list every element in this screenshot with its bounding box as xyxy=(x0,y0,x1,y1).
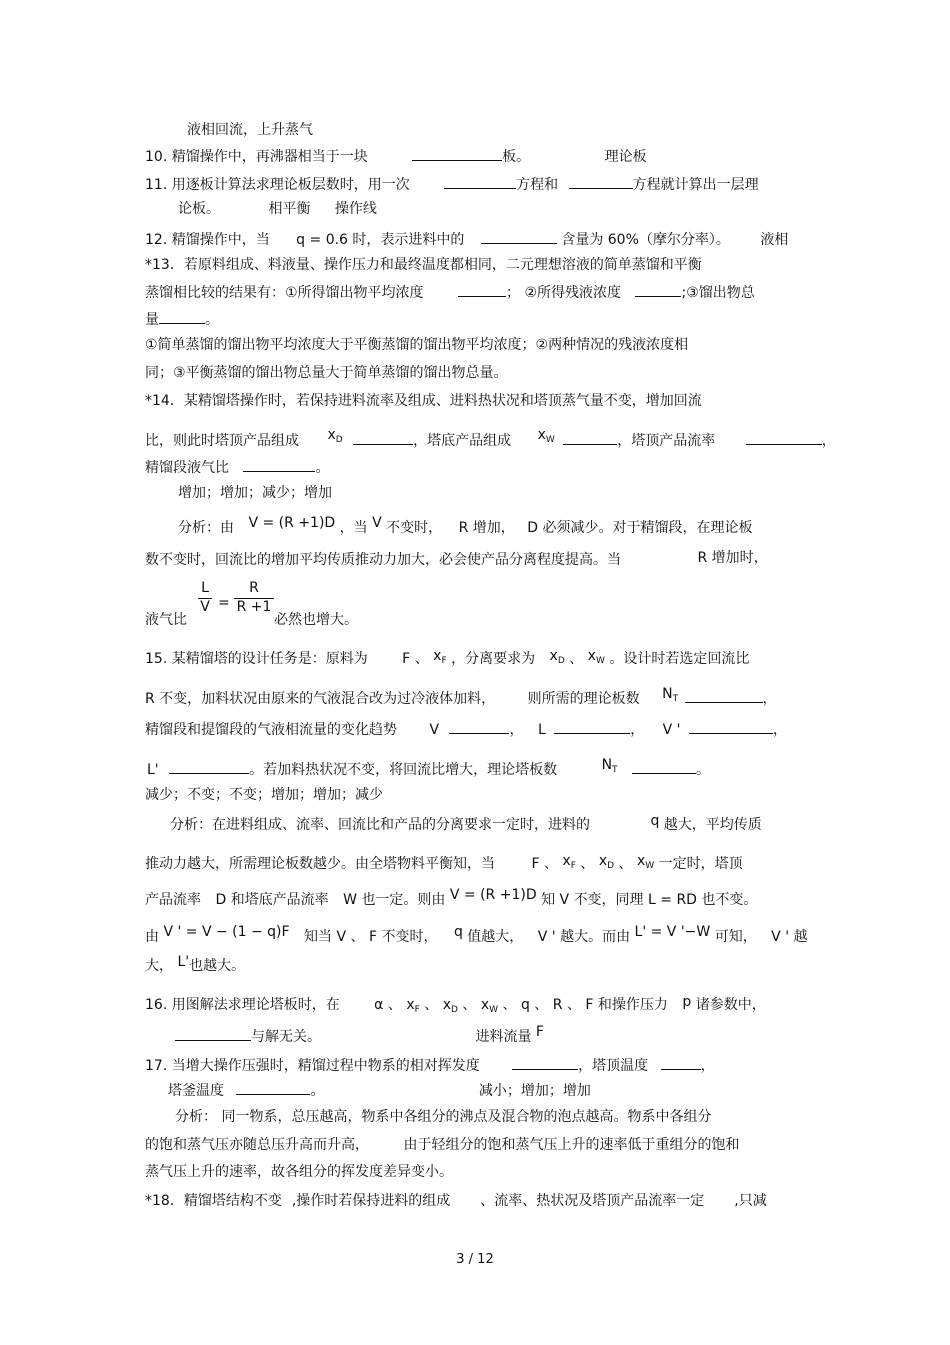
q13-line-2 xyxy=(145,283,755,302)
q11-text: 11. 用逐板计算法求理论板层数时，用一次 xyxy=(145,177,410,193)
question-16-cont: 与解无关。 进料流量 F xyxy=(175,1027,544,1046)
NT-symbol: $N_T$ xyxy=(601,757,618,775)
blank xyxy=(175,1027,251,1041)
q14-analysis-2 xyxy=(145,551,768,569)
q13-line-3 xyxy=(145,310,219,329)
q13-answer-1: ①简单蒸馏的馏出物平均浓度大于平衡蒸馏的馏出物平均浓度；②两种情况的残液浓度相 xyxy=(145,337,689,353)
q14-answer: 增加；增加；减少；增加 xyxy=(178,485,332,501)
q14-text-d: 精馏段液气比 xyxy=(145,460,229,476)
q14-analysis-text: D 必须减少。对于精馏段，在理论板 xyxy=(527,520,753,536)
q10-text-b: 板。 xyxy=(502,149,531,165)
q14-line-3 xyxy=(145,458,329,477)
q11-text-b: 方程和 xyxy=(516,177,559,193)
q15-analysis-2: 推动力越大，所需理论板数越少。由全塔物料平衡知，当 F 、 $x_F$ 、 $x_D$ 、 $x_W$ 一定时，塔顶 xyxy=(145,853,743,872)
q11-text-c: 方程就计算出一层理 xyxy=(632,177,759,193)
q11-answer-1: 相平衡 xyxy=(268,201,311,217)
xD-symbol: $x_D$ xyxy=(549,648,565,666)
blank xyxy=(236,1081,310,1095)
blank xyxy=(243,458,315,472)
q13-text-b: ； ②所得残液浓度 xyxy=(506,285,622,301)
blank xyxy=(449,720,509,734)
q10-answer: 理论板 xyxy=(604,149,647,165)
equation-v: V = (R +1)D xyxy=(248,515,336,531)
NT-symbol: $N_T$ xyxy=(662,686,679,704)
blank xyxy=(635,283,681,297)
q14-analysis-text: 液气比 xyxy=(145,612,187,628)
equals: = xyxy=(218,595,230,611)
q16-answer: 进料流量 xyxy=(475,1029,532,1045)
fraction-R: R R +1 xyxy=(234,580,274,615)
q12-answer: 液相 xyxy=(760,232,789,248)
q13-text-e: 。 xyxy=(205,312,219,328)
q14-analysis-1 xyxy=(178,515,753,537)
q12-text-b: 时，表示进料中的 xyxy=(352,232,465,248)
q15-analysis-4: 由 V ' = V − (1 − q)F 知当 V 、 F 不变时， q 值越大， V ' 越大。而由 L' = V '−W 可知， V ' 越 xyxy=(145,924,808,945)
q14-line-1: *14．某精馏塔操作时，若保持进料流率及组成、进料热状况和塔顶蒸气量不变，增加回流 xyxy=(145,393,702,409)
blank xyxy=(512,1056,578,1070)
blank xyxy=(169,760,249,774)
q15-text: 15. 某精馏塔的设计任务是：原料为 xyxy=(145,651,368,667)
question-12 xyxy=(145,230,788,249)
q14-analysis-text: R 增加， xyxy=(458,520,515,536)
q14-analysis-text: 分析：由 xyxy=(178,520,234,536)
q14-text-c: ，塔顶产品流率 xyxy=(617,433,716,449)
q17-analysis-1: 分析： 同一物系，总压越高，物系中各组分的沸点及混合物的泡点越高。物系中各组分 xyxy=(175,1109,712,1125)
blank xyxy=(746,431,822,445)
xD-symbol: $x_D$ xyxy=(327,427,343,445)
q15-analysis-3: 产品流率 D 和塔底产品流率 W 也一定。则由 V = (R +1)D 知 V 不变，同理 L = RD 也不变。 xyxy=(145,887,758,908)
blank xyxy=(569,175,633,189)
q15-text: 精馏段和提馏段的气液相流量的变化趋势 xyxy=(145,722,397,738)
q15-text: 。设计时若选定回流比 xyxy=(609,651,750,667)
question-17-cont: 塔釜温度 。 减小；增加；增加 xyxy=(168,1083,591,1099)
q13-text-d: 量 xyxy=(145,312,159,328)
q17-answer: 减小；增加；增加 xyxy=(478,1083,591,1099)
q14-analysis-text: 不变时， xyxy=(386,520,443,536)
xW-symbol: $x_W$ xyxy=(537,427,555,445)
blank xyxy=(689,720,773,734)
q11-text-d: 论板。 xyxy=(178,201,220,217)
question-17: 17. 当增大操作压强时，精馏过程中物系的相对挥发度 ，塔顶温度 ， xyxy=(145,1058,715,1074)
q15-analysis-5: 大， L'也越大。 xyxy=(145,954,246,974)
xF-symbol: $x_F$ xyxy=(433,648,447,666)
question-16: 16. 用图解法求理论塔板时，在 α 、 $x_F$ 、 $x_D$ 、 $x_W$ 、 q 、 R 、 F 和操作压力 p 诸参数中， xyxy=(145,994,766,1015)
blank xyxy=(481,230,557,244)
q14-analysis-text: 数不变时，回流比的增加平均传质推动力加大，必会使产品分离程度提高。当 xyxy=(145,552,621,568)
blank xyxy=(353,431,413,445)
question-18: *18．精馏塔结构不变 ,操作时若保持进料的组成 、流率、热状况及塔顶产品流率一定 ,只减 xyxy=(145,1193,767,1209)
blank xyxy=(632,760,696,774)
q15-text: 则所需的理论板数 xyxy=(527,691,640,707)
xW-symbol: $x_W$ xyxy=(587,648,605,666)
q13-text-c: ;③馏出物总 xyxy=(681,285,755,301)
fraction-LV: L V xyxy=(198,580,212,615)
q15-text: ，分离要求为 xyxy=(451,651,536,667)
q14-text-e: 。 xyxy=(315,460,330,476)
q15-answer: 减少；不变；不变；增加；增加；减少 xyxy=(145,787,383,803)
q12-text-c: 含量为 60%（摩尔分率）。 xyxy=(561,232,730,248)
q12-text: 12. 精馏操作中，当 xyxy=(145,232,270,248)
q15-text: 。若加料热状况不变，将回流比增大，理论塔板数 xyxy=(249,762,558,778)
q13-answer-2: 同；③平衡蒸馏的馏出物总量大于简单蒸馏的馏出物总量。 xyxy=(145,365,508,381)
q14-analysis-text: 必然也增大。 xyxy=(274,612,358,628)
blank xyxy=(444,175,516,189)
q13-line-1: *13．若原料组成、料液量、操作压力和最终温度都相同，二元理想溶液的简单蒸馏和平衡 xyxy=(145,257,702,273)
q14-analysis-text: ，当 xyxy=(339,520,368,536)
q12-q-value: q = 0.6 xyxy=(296,232,348,248)
q11-answer-2: 操作线 xyxy=(334,201,377,217)
q15-text: R 不变，加料状况由原来的气液混合改为过冷液体加料， xyxy=(145,691,496,707)
q15-line-2: R 不变，加料状况由原来的气液混合改为过冷液体加料， 则所需的理论板数 $N_T$ ， xyxy=(145,686,777,707)
q14-text-b: ，塔底产品组成 xyxy=(413,433,512,449)
q15-line-1: 15. 某精馏塔的设计任务是：原料为 F 、 $x_F$ ，分离要求为 $x_D$ 、 $x_W$ 。设计时若选定回流比 xyxy=(145,648,750,667)
q15-line-3: 精馏段和提馏段的气液相流量的变化趋势 V ， L ， V ' ， xyxy=(145,722,787,738)
blank xyxy=(685,689,763,703)
question-11-cont xyxy=(178,200,377,218)
blank xyxy=(412,147,502,161)
q15-line-4: L' 。若加料热状况不变，将回流比增大，理论塔板数 $N_T$ 。 xyxy=(147,757,710,778)
q10-text: 10. 精馏操作中，再沸器相当于一块 xyxy=(145,149,368,165)
q17-analysis-3: 蒸气压上升的速率，故各组分的挥发度差异变小。 xyxy=(145,1164,453,1180)
q14-text-a: 比，则此时塔顶产品组成 xyxy=(145,433,299,449)
blank xyxy=(563,431,617,445)
blank xyxy=(554,720,630,734)
blank xyxy=(661,1056,701,1070)
q15-analysis-1: 分析：在进料组成、流率、回流比和产品的分离要求一定时，进料的 q 越大，平均传质 xyxy=(170,813,762,833)
answer-text: 液相回流，上升蒸气 xyxy=(187,122,313,138)
page-number: 3 / 12 xyxy=(456,1252,494,1267)
question-11 xyxy=(145,175,759,194)
blank xyxy=(458,283,506,297)
question-10 xyxy=(145,147,647,166)
q17-analysis-2: 的饱和蒸气压亦随总压升高而升高， 由于轻组分的饱和蒸气压上升的速率低于重组分的饱和 xyxy=(145,1137,740,1153)
q14-line-2: 比，则此时塔顶产品组成 $x_D$ ，塔底产品组成 $x_W$ ，塔顶产品流率 ， xyxy=(145,427,836,449)
q14-analysis-text: R 增加时， xyxy=(697,550,768,566)
blank xyxy=(159,310,205,324)
v-symbol: V xyxy=(372,515,382,531)
q13-text-a: 蒸馏相比较的结果有：①所得馏出物平均浓度 xyxy=(145,285,424,301)
q15-text: 。 xyxy=(696,762,710,778)
